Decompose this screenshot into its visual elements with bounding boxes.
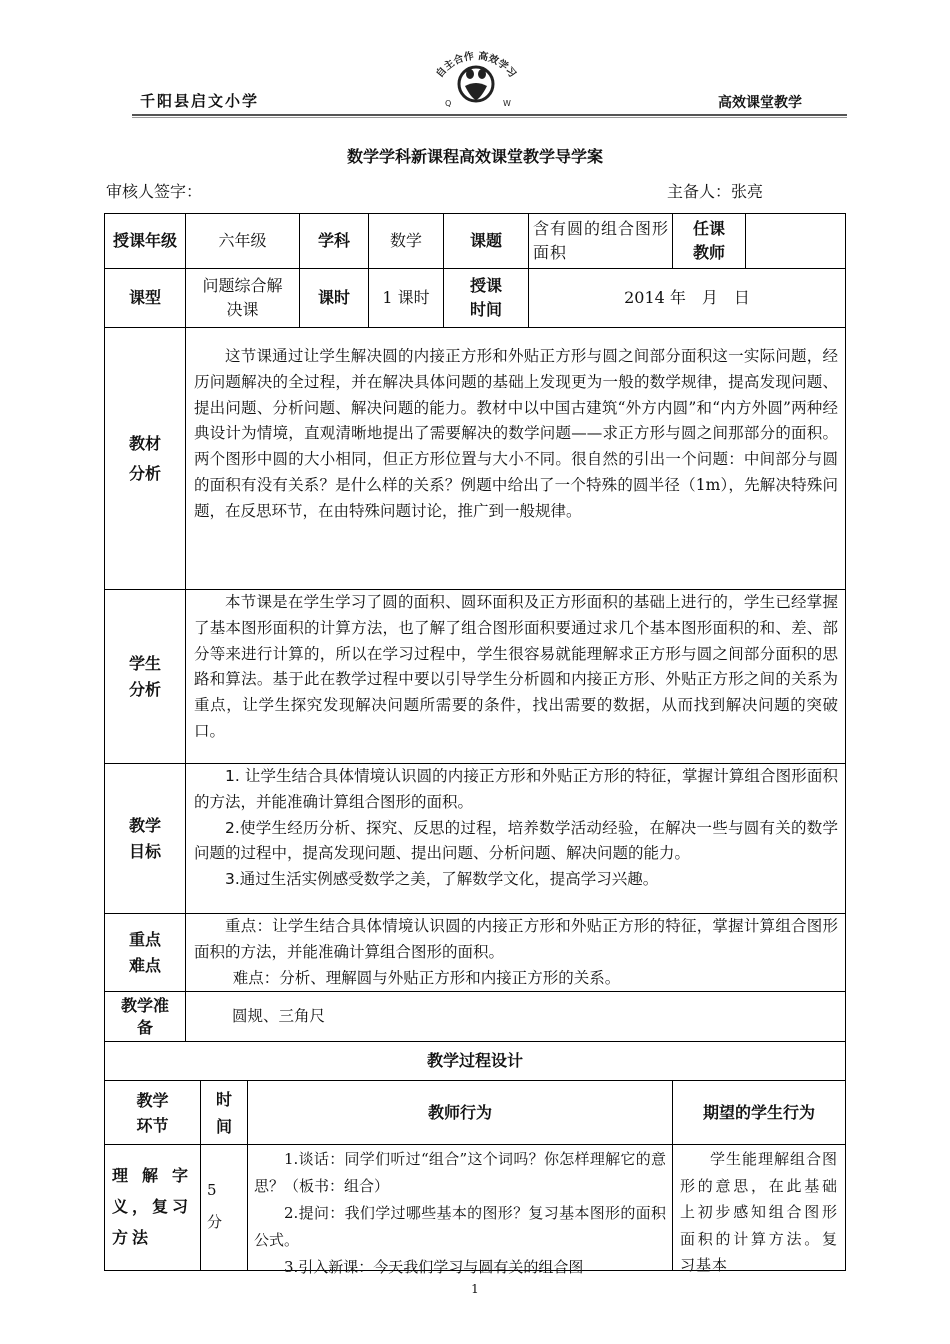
school-logo (415, 40, 537, 116)
brand-text: 高效课堂教学 (718, 95, 802, 111)
goal-item (194, 867, 838, 893)
svg-text:自主合作 高效学习 (433, 49, 519, 80)
material-analysis-text: 这节课通过让学生解决圆的内接正方形和外贴正方形与圆之间部分面积这一实际问题，经历问题解决的全过程，并在解决具体问题的基础上发现更为一般的数学规律，提高发现问题、提出问题、分析问题、解决问题的能力。教材中以中国古建筑“外方内圆”和“内方外圆”两种经典设计为情境，直观清晰地提出了需要解决的数学问题——求正方形与圆之间那部分的面积。两个图形中圆的大小相同，但正方形位置与大小不同。很自然的引出一个问题：中间部分与圆的面积有没有关系？是什么样的关系？例题中给出了一个特殊的圆半径（1m），先解决特殊问题，在反思环节，在由特殊问题讨论，推广到一般规律。 (194, 347, 838, 520)
subject-label: 学科 (317, 231, 350, 250)
goal-number: 2. (225, 818, 240, 837)
key-difficulty-text (194, 914, 838, 991)
goal-text: 通过生活实例感受数学之美，了解数学文化，提高学习兴趣。 (239, 870, 659, 889)
key-point-text: 重点：让学生结合具体情境认识圆的内接正方形和外贴正方形的特征，掌握计算组合图形面积的方法，并能准确计算组合图形的面积。 (194, 917, 838, 961)
teaching-goals-list (194, 764, 838, 893)
school-name: 千阳县启文小学 (140, 92, 260, 110)
goal-number: 1. (225, 767, 240, 785)
grade-value: 六年级 (218, 231, 267, 250)
process-student-behavior-1: 学生能理解组合图形的意思，在此基础上初步感知组合图形面积的计算方法。复习基本 (680, 1150, 839, 1274)
teacher-label: 任课教师 (692, 219, 725, 262)
logo-letter-q: Q (445, 99, 452, 108)
goal-number: 3. (225, 870, 240, 889)
goal-text: 让学生结合具体情境认识圆的内接正方形和外贴正方形的特征，掌握计算组合图形面积的方法，并能准确计算组合图形的面积。 (194, 767, 838, 811)
student-analysis-text: 本节课是在学生学习了圆的面积、圆环面积及正方形面积的基础上进行的，学生已经掌握了基本图形面积的计算方法，也了解了组合图形面积要通过求几个基本图形面积的和、差、部分等来进行计算的，所以在学习过程中，学生很容易就能理解求正方形与圆之间部分面积的思路和算法。基于此在教学过程中要以引导学生分析圆和内接正方形、外贴正方形之间的关系为重点，让学生探究发现解决问题所需要的条件，找出需要的数据，从而找到解决问题的突破口。 (194, 593, 838, 740)
page-number: 1 (471, 1282, 479, 1296)
subject-value: 数学 (389, 231, 422, 250)
type-value: 问题综合解决课 (202, 276, 283, 319)
difficulty-text: 难点：分析、理解圆与外贴正方形和内接正方形的关系。 (232, 968, 621, 987)
student-analysis-label: 学生分析 (128, 653, 161, 699)
teaching-prep-label: 教学准备 (120, 995, 169, 1037)
key-difficulty-label: 重点难点 (128, 929, 161, 975)
topic-label: 课题 (469, 231, 502, 250)
teacher-action: 3.引入新课：今天我们学习与圆有关的组合图 (284, 1258, 584, 1276)
process-time-1: 5 分 (207, 1181, 223, 1231)
logo-arc-text: 自主合作 高效学习 (434, 50, 518, 80)
process-stage-1: 理解字义，复习方法 (112, 1166, 193, 1247)
process-header-stage: 教学环节 (136, 1090, 169, 1135)
header-rule (132, 114, 847, 116)
goal-item (194, 816, 838, 868)
goal-item (194, 764, 838, 816)
page-title: 数学学科新课程高效课堂教学导学案 (346, 147, 603, 166)
logo-letter-w: W (503, 99, 511, 108)
teacher-value (746, 214, 845, 268)
hours-value: 1 课时 (382, 288, 430, 307)
process-header-time: 时间 (215, 1089, 232, 1136)
teaching-goals-label: 教学目标 (128, 815, 161, 861)
hours-label: 课时 (317, 288, 350, 307)
teaching-prep-text: 圆规、三角尺 (232, 1007, 326, 1025)
type-label: 课型 (128, 288, 161, 307)
goal-text: 使学生经历分析、探究、反思的过程，培养数学活动经验，在解决一些与圆有关的数学问题的过程中，提高发现问题、提出问题、分析问题、解决问题的能力。 (194, 818, 838, 863)
process-design-title: 教学过程设计 (426, 1051, 523, 1070)
date-value: 2014 年 月 日 (624, 288, 750, 307)
grade-label: 授课年级 (112, 231, 177, 250)
material-analysis-label: 教材分析 (128, 433, 161, 483)
teacher-action: 2.提问：我们学过哪些基本的图形？复习基本图形的面积公式。 (254, 1204, 666, 1249)
header-rule-thin (132, 117, 847, 118)
teacher-action: 1.谈话：同学们听过“组合”这个词吗？你怎样理解它的意思？（板书：组合） (254, 1150, 666, 1195)
process-header-student: 期望的学生行为 (702, 1102, 815, 1122)
process-teacher-actions-1 (254, 1146, 666, 1281)
process-header-teacher: 教师行为 (427, 1102, 492, 1122)
date-label: 授课时间 (469, 276, 502, 319)
preparer-label: 主备人：张亮 (667, 182, 764, 201)
topic-value: 含有圆的组合图形面积 (533, 219, 670, 262)
reviewer-signature-label: 审核人签字： (106, 182, 203, 201)
